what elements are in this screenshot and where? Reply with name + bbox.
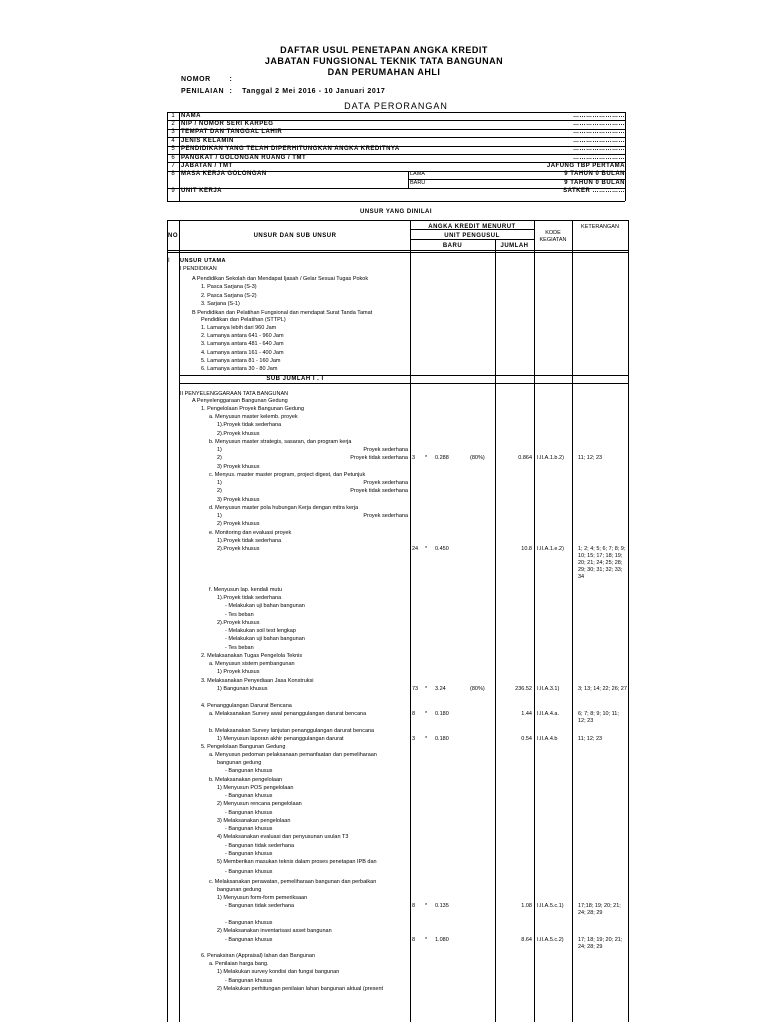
unsur-row-sublabel: Proyek sederhana (363, 513, 408, 519)
unsur-row-text: f. Menyusun lap. kendali mutu (209, 587, 283, 593)
value-kode-kegiatan: I.II.A.4.b (537, 736, 558, 742)
unsur-row-text: A Pendidikan Sekolah dan Mendapat Ijasah / Gelar Sesuai Tugas Pokok (192, 276, 369, 282)
unsur-row-text: 2).Proyek khusus (217, 620, 260, 626)
unsur-row-text: - Bangunan khusus (225, 851, 273, 857)
unsur-row-text: 1).Proyek tidak sederhana (217, 538, 282, 544)
value-ak: 0.135 (435, 903, 449, 909)
unsur-row-sublabel: Proyek tidak sederhana (350, 455, 408, 461)
unsur-row-text: 1) Melakukan survey kondisi dan fungsi bangunan (217, 969, 340, 975)
dp-row-no: 1 (171, 112, 175, 119)
dp-row-label: NAMA (181, 112, 201, 119)
unsur-row-text: 1) (217, 513, 222, 519)
unsur-row-text: - Bangunan tidak sederhana (225, 903, 295, 909)
value-kode-kegiatan: I.II.A.1.e.2) (537, 546, 564, 552)
value-jumlah: 10.8 (521, 546, 532, 552)
dp-value-baru: 9 TAHUN 0 BULAN (564, 179, 625, 186)
dp-sub-lama: LAMA (410, 171, 425, 178)
unsur-row-text: 2. Lamanya antara 641 - 960 Jam (201, 333, 284, 339)
value-qty: 8 (412, 711, 416, 717)
row-no-I: I (168, 258, 170, 264)
penilaian-row (181, 88, 385, 95)
unsur-row-text: 2) (217, 455, 222, 461)
unsur-row-text: 2. Melaksanakan Tugas Pengelola Teknis (201, 653, 303, 659)
unsur-row-text: - Melakukan soil test lengkap (225, 628, 296, 634)
unsur-row-text: 2) Melaksanakan inventarisasi asset bangunan (217, 928, 332, 934)
th-unsur: UNSUR DAN SUB UNSUR (253, 233, 337, 239)
unsur-row-text: 2) Proyek khusus (217, 521, 260, 527)
value-qty: 24 (412, 546, 419, 552)
unsur-row-text: 5. Lamanya antara 81 - 160 Jam (201, 358, 281, 364)
data-perorangan-title: DATA PERORANGAN (344, 101, 448, 111)
nomor-label: NOMOR (181, 76, 211, 83)
dp-sub-col (408, 171, 409, 188)
unsur-row-text: 2).Proyek khusus (217, 431, 260, 437)
unsur-row-text: 4. Penanggulangan Darurat Bencana (201, 703, 292, 709)
value-multiplier: * (425, 686, 428, 692)
dp-row-value: SATKER …………… (563, 188, 625, 195)
unsur-row-text: 2).Proyek khusus (217, 546, 260, 552)
unsur-row-text: 2) Menyusun rencana pengelolaan (217, 801, 302, 807)
unsur-row-text: 4) Melaksanakan evaluasi dan penyusunan usulan T3 (217, 834, 349, 840)
value-jumlah: 236.52 (515, 686, 532, 692)
unsur-row-text: 3. Sarjana (S-1) (201, 301, 240, 307)
value-multiplier: * (425, 455, 428, 461)
unsur-row-text: - Bangunan khusus (225, 978, 273, 984)
unsur-title: UNSUR YANG DINILAI (359, 209, 432, 215)
value-keterangan: 3; 13; 14; 22; 26; 27 (578, 686, 627, 692)
unsur-row-text: a. Melaksanakan Survey awal penanggulangan darurat bencana (209, 711, 367, 717)
value-multiplier: * (425, 736, 428, 742)
value-keterangan: 1; 2; 4; 5; 6; 7; 8; 9; 10; 15; 17; 18; 19; 20; 21; 24; 25; 28; 29; 30; 31; 32; 33; 34 (578, 546, 626, 580)
unsur-row-text: 1) Menyusun POS pengelolaan (217, 785, 294, 791)
doc-title-line-1: DAFTAR USUL PENETAPAN ANGKA KREDIT (280, 45, 488, 55)
value-ak: 0.450 (435, 546, 449, 552)
value-multiplier: * (425, 546, 428, 552)
table-head-divider-2 (410, 239, 534, 240)
unsur-row-text: bangunan gedung (217, 760, 262, 766)
unsur-row-text: 2) Melakukan perhitungan penilaian lahan bangunan aktual (present (217, 986, 384, 992)
col-border-no (179, 220, 180, 1022)
unsur-row-text: 3. Lamanya antara 481 - 640 Jam (201, 341, 284, 347)
table-top-border (167, 220, 628, 221)
unsur-row-sublabel: Proyek tidak sederhana (350, 488, 408, 494)
unsur-row-text: 1) Menyusun form-form pemeriksaan (217, 895, 308, 901)
doc-title-line-3: DAN PERUMAHAN AHLI (327, 67, 441, 77)
unsur-row-text: - Melakukan uji bahan bangunan (225, 603, 305, 609)
unsur-row-text: 4. Lamanya antara 161 - 400 Jam (201, 350, 284, 356)
value-kode-kegiatan: I.II.A.1.b.2) (537, 455, 564, 461)
unsur-row-text: 2. Pasca Sarjana (S-2) (201, 293, 257, 299)
value-percent: (80%) (470, 686, 485, 692)
unsur-row-text: 3. Melaksanakan Penyediaan Jasa Konstruksi (201, 678, 314, 684)
unsur-row-text: - Melakukan uji bahan bangunan (225, 636, 305, 642)
nomor-row (181, 76, 232, 83)
dp-row-value: …………………… (573, 112, 625, 119)
value-qty: 8 (412, 937, 416, 943)
dp-row-value: JAFUNG TBP PERTAMA (546, 162, 625, 169)
dp-value-lama: 9 TAHUN 0 BULAN (564, 171, 625, 178)
th-baru: BARU (442, 243, 463, 249)
dp-row-no: 7 (171, 162, 175, 169)
unsur-row-text: 6. Lamanya antara 30 - 80 Jam (201, 366, 278, 372)
unsur-row-text: 1) (217, 480, 222, 486)
unsur-row-text: b. Melaksanakan pengelolaan (209, 777, 283, 783)
nomor-separator: : (229, 76, 233, 83)
dp-row-no: 4 (171, 137, 175, 144)
unsur-row-text: a. Menyusun pedoman pelaksanaan pemanfaatan dan pemeliharaan (209, 752, 377, 758)
unsur-row-text: - Tes beban (225, 612, 254, 618)
penilaian-separator: : (229, 88, 233, 95)
dp-row-value: …………………… (573, 137, 625, 144)
th-unit-pengusul: UNIT PENGUSUL (444, 233, 500, 239)
unsur-row-text: Pendidikan dan Pelatihan (STTPL) (201, 317, 286, 323)
dp-row-value: …………………… (573, 146, 625, 153)
unsur-row-text: 3) Proyek khusus (217, 497, 260, 503)
dp-no-col (179, 112, 180, 201)
value-kode-kegiatan: I.II.A.4.a. (537, 711, 560, 717)
dp-row-value: …………………… (573, 120, 625, 127)
th-kode-kegiatan: KODE KEGIATAN (539, 230, 567, 243)
col-border-right (628, 220, 629, 1022)
unsur-row-text: 6. Penaksiran (Appraisal) lahan dan Bangunan (201, 953, 316, 959)
value-multiplier: * (425, 937, 428, 943)
dp-row-label: UNIT KERJA (181, 188, 223, 195)
unsur-row-text: c. Menyus. master master program, project digest, dan Petunjuk (209, 472, 366, 478)
unsur-row-text: II PENYELENGGARAAN TATA BANGUNAN (180, 391, 289, 397)
dp-row-no: 9 (171, 188, 175, 195)
dp-row-no: 8 (171, 171, 175, 178)
col-border-left (167, 220, 168, 1022)
unsur-row-text: 1) (217, 447, 222, 453)
value-qty: 3 (412, 736, 416, 742)
unsur-row-text: c. Melaksanakan perawatan, pemeliharaan bangunan dan perbaikan (209, 879, 377, 885)
unsur-row-sublabel: Proyek sederhana (363, 447, 408, 453)
value-jumlah: 0.864 (518, 455, 532, 461)
value-jumlah: 1.44 (521, 711, 532, 717)
value-jumlah: 8.64 (521, 937, 532, 943)
unsur-row-text: a. Menyusun sistem pembangunan (209, 661, 295, 667)
unsur-row-text: d. Menyusun master pola hubungan Kerja dengan mitra kerja (209, 505, 359, 511)
dp-row-label: JENIS KELAMIN (181, 137, 234, 144)
penilaian-value: Tanggal 2 Mei 2016 - 10 Januari 2017 (242, 88, 386, 95)
dp-row-label: TEMPAT DAN TANGGAL LAHIR (181, 129, 283, 136)
dp-sub-baru: BARU (410, 179, 426, 186)
value-keterangan: 17;18; 19; 20; 21; 24; 28; 29 (578, 903, 621, 916)
unsur-row-text: - Bangunan khusus (225, 869, 273, 875)
table-head-bottom (167, 250, 628, 251)
value-ak: 3.24 (435, 686, 446, 692)
unsur-row-text: 3) Proyek khusus (217, 464, 260, 470)
unsur-row-text: b. Menyusun master strategis, sasaran, dan program kerja (209, 439, 352, 445)
unsur-row-text: 1) Proyek khusus (217, 669, 260, 675)
subjumlah-bottom (179, 383, 628, 384)
col-border-kode (572, 220, 573, 1022)
unsur-row-text: 2) (217, 488, 222, 494)
dp-right-border (625, 112, 626, 201)
table-head-bottom-double (167, 252, 628, 253)
unsur-row-text: A Penyelenggaraan Bangunan Gedung (192, 398, 288, 404)
dp-row-no: 3 (171, 129, 175, 136)
value-keterangan: 17; 18; 19; 20; 21; 24; 28; 29 (578, 937, 623, 950)
unsur-row-text: 5. Pengelolaan Bangunan Gedung (201, 744, 286, 750)
unsur-row-text: - Tes beban (225, 645, 254, 651)
dp-left-border (167, 112, 168, 201)
unsur-row-text: 5) Memberikan masukan teknis dalam proses penetapan IPB dan (217, 859, 377, 865)
value-keterangan: 11; 12; 23 (578, 455, 603, 461)
dp-row-no: 2 (171, 120, 175, 127)
dp-row-label: PANGKAT / GOLONGAN RUANG / TMT (181, 154, 307, 161)
unsur-row-text: 3) Melaksanakan pengelolaan (217, 818, 291, 824)
unsur-row-text: a. Penilaian harga bang. (209, 961, 269, 967)
value-jumlah: 0.54 (521, 736, 532, 742)
unsur-row-text: - Bangunan tidak sederhana (225, 843, 295, 849)
unsur-row-text: 1).Proyek tidak sederhana (217, 422, 282, 428)
unsur-row-text: UNSUR UTAMA (180, 258, 227, 264)
unsur-row-text: B Pendidikan dan Pelatihan Fungsional dan mendapat Surat Tanda Tamat (192, 310, 373, 316)
dp-row-no: 6 (171, 154, 175, 161)
value-jumlah: 1.08 (521, 903, 532, 909)
penilaian-label: PENILAIAN (181, 88, 225, 95)
value-ak: 0.180 (435, 711, 449, 717)
value-multiplier: * (425, 903, 428, 909)
unsur-row-text: a. Menyusun master kelemb. proyek (209, 414, 298, 420)
dp-row-label: PENDIDIKAN YANG TELAH DIPERHITUNGKAN ANGKA KREDITNYA (181, 146, 400, 153)
unsur-row-sublabel: Proyek sederhana (363, 480, 408, 486)
th-no: NO (168, 233, 178, 239)
unsur-row-text: 1. Pasca Sarjana (S-3) (201, 284, 257, 290)
dp-row-value: …………………… (573, 154, 625, 161)
value-qty: 3 (412, 455, 416, 461)
unsur-row-text: b. Melaksanakan Survey lanjutan penanggulangan darurat bencana (209, 728, 375, 734)
value-percent: (80%) (470, 455, 485, 461)
table-head-divider-1 (410, 229, 534, 230)
unsur-row-text: 1. Pengelolaan Proyek Bangunan Gedung (201, 406, 305, 412)
th-ak-menurut: ANGKA KREDIT MENURUT (428, 224, 516, 230)
unsur-row-text: 1) Bangunan khusus (217, 686, 268, 692)
value-keterangan: 6; 7; 8; 9; 10; 11; 12; 23 (578, 711, 619, 724)
value-kode-kegiatan: I.II.A.5.c.2) (537, 937, 564, 943)
value-keterangan: 11; 12; 23 (578, 736, 603, 742)
subjumlah-top (179, 375, 628, 376)
unsur-row-text: 1).Proyek tidak sederhana (217, 595, 282, 601)
col-border-jumlah (534, 220, 535, 1022)
unsur-row-text: - Bangunan khusus (225, 793, 273, 799)
th-keterangan: KETERANGAN (581, 224, 619, 230)
subjumlah-label: SUB JUMLAH I . I (266, 376, 324, 382)
dp-row-label: JABATAN / TMT (181, 162, 233, 169)
dp-row-label: MASA KERJA GOLONGAN (181, 171, 267, 178)
unsur-row-text: - Bangunan khusus (225, 937, 273, 943)
unsur-row-text: 1. Lamanya lebih dari 960 Jam (201, 325, 277, 331)
th-jumlah: JUMLAH (500, 243, 529, 249)
unsur-row-text: bangunan gedung (217, 887, 262, 893)
value-kode-kegiatan: I.II.A.3.1) (537, 686, 560, 692)
value-multiplier: * (425, 711, 428, 717)
value-qty: 73 (412, 686, 419, 692)
dp-row-border (167, 201, 625, 202)
dp-row-no: 5 (171, 146, 175, 153)
unsur-row-text: - Bangunan khusus (225, 826, 273, 832)
value-kode-kegiatan: I.II.A.5.c.1) (537, 903, 564, 909)
unsur-row-text: 1) Menyusun laporan akhir penanggulangan darurat (217, 736, 344, 742)
unsur-row-text: - Bangunan khusus (225, 920, 273, 926)
value-ak: 0.180 (435, 736, 449, 742)
dp-row-label: NIP / NOMOR SERI KARPEG (181, 120, 274, 127)
unsur-row-text: e. Monitoring dan evaluasi proyek (209, 530, 292, 536)
dp-row-value: …………………… (573, 129, 625, 136)
col-border-unsur (410, 220, 411, 1022)
doc-title-line-2: JABATAN FUNGSIONAL TEKNIK TATA BANGUNAN (264, 56, 504, 66)
value-ak: 0.288 (435, 455, 449, 461)
unsur-row-text: I PENDIDIKAN (180, 266, 217, 272)
unsur-row-text: - Bangunan khusus (225, 810, 273, 816)
unsur-row-text: - Bangunan khusus (225, 768, 273, 774)
value-qty: 8 (412, 903, 416, 909)
value-ak: 1.080 (435, 937, 449, 943)
